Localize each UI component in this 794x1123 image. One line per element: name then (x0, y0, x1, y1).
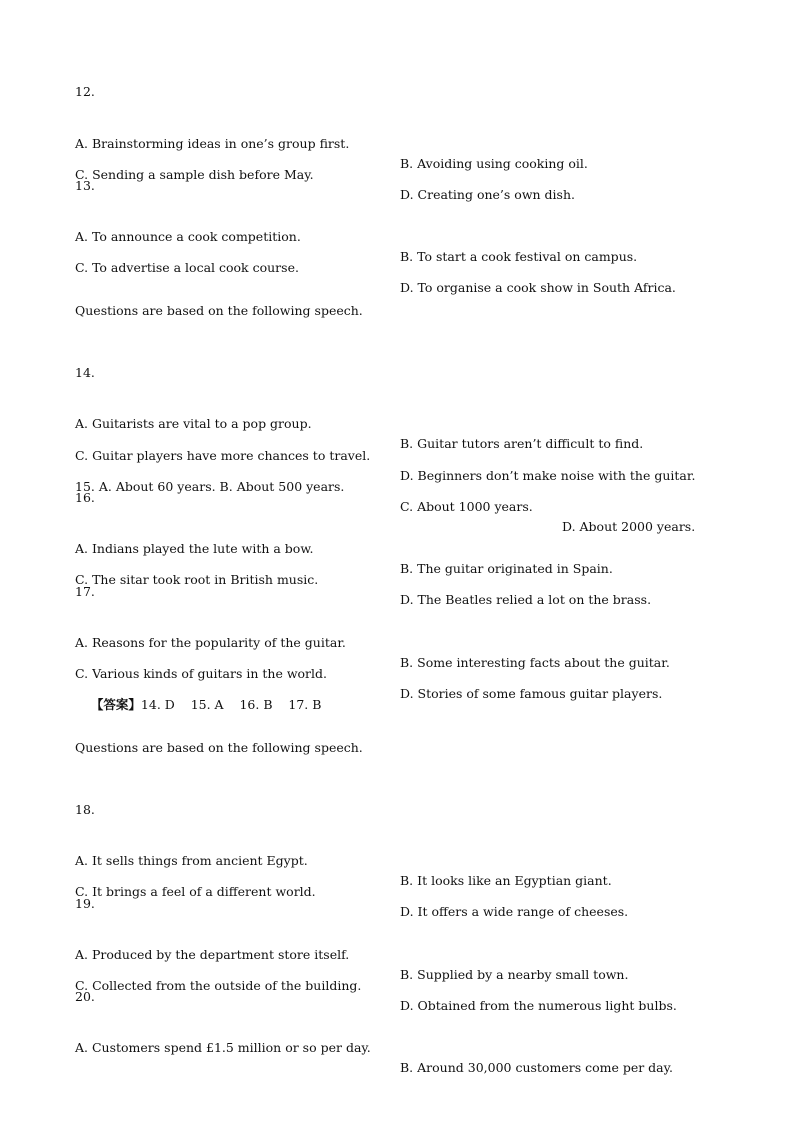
question-17-options-row-2 (75, 644, 725, 701)
q17-option-d: D. Stories of some famous guitar players. (400, 686, 663, 701)
question-13-options-row-1 (75, 207, 725, 264)
q15-options-a-b: 15. A. About 60 years. B. About 500 years. (75, 479, 345, 494)
q16-option-b: B. The guitar originated in Spain. (400, 561, 613, 576)
q19-option-c: C. Collected from the outside of the building. (75, 978, 362, 993)
q13-option-c: C. To advertise a local cook course. (75, 260, 299, 275)
question-13-number: 13. (75, 178, 95, 193)
answer-key (75, 675, 725, 712)
q19-option-a: A. Produced by the department store itself. (75, 947, 350, 962)
q14-option-a: A. Guitarists are vital to a pop group. (75, 416, 312, 431)
section-3-intro: Questions are based on the following speech. (75, 740, 363, 755)
q17-option-b: B. Some interesting facts about the guitar. (400, 655, 670, 670)
q19-option-b: B. Supplied by a nearby small town. (400, 967, 629, 982)
section-2-intro: Questions are based on the following speech. (75, 303, 363, 318)
question-14-options-row-2 (75, 426, 725, 483)
q18-option-a: A. It sells things from ancient Egypt. (75, 853, 308, 868)
question-18-number: 18. (75, 802, 95, 817)
question-13-options-row-2 (75, 238, 725, 295)
question-18-options-row-1 (75, 831, 725, 888)
question-12-options-row-1 (75, 114, 725, 171)
question-20-options-row-1 (75, 1018, 725, 1075)
q15-option-c: C. About 1000 years. (400, 499, 533, 514)
question-16-options-row-1 (75, 519, 725, 576)
q14-option-c: C. Guitar players have more chances to travel. (75, 448, 371, 463)
q12-option-d: D. Creating one’s own dish. (400, 187, 575, 202)
question-19-options-row-1 (75, 925, 725, 982)
q17-option-a: A. Reasons for the popularity of the guitar. (75, 635, 346, 650)
q18-option-d: D. It offers a wide range of cheeses. (400, 904, 629, 919)
question-20-number: 20. (75, 989, 95, 1004)
question-17-options-row-1 (75, 613, 725, 670)
q17-option-c: C. Various kinds of guitars in the world. (75, 666, 328, 681)
question-19-number: 19. (75, 896, 95, 911)
q19-option-d: D. Obtained from the numerous light bulbs. (400, 998, 677, 1013)
question-14-options-row-1 (75, 394, 725, 451)
q15-option-d: D. About 2000 years. (562, 519, 696, 534)
q16-option-a: A. Indians played the lute with a bow. (75, 541, 314, 556)
q12-option-c: C. Sending a sample dish before May. (75, 167, 314, 182)
q14-option-d: D. Beginners don’t make noise with the guitar. (400, 468, 696, 483)
q16-option-d: D. The Beatles relied a lot on the brass. (400, 592, 652, 607)
q18-option-b: B. It looks like an Egyptian giant. (400, 873, 612, 888)
question-16-number: 16. (75, 490, 95, 505)
q14-option-b: B. Guitar tutors aren’t difficult to find. (400, 436, 644, 451)
q12-option-b: B. Avoiding using cooking oil. (400, 156, 588, 171)
q20-option-b: B. Around 30,000 customers come per day. (400, 1060, 674, 1075)
q16-option-c: C. The sitar took root in British music. (75, 572, 319, 587)
answer-label: 【答案】 (90, 697, 141, 712)
q13-option-d: D. To organise a cook show in South Africa. (400, 280, 676, 295)
q20-option-a: A. Customers spend £1.5 million or so per day. (75, 1040, 371, 1055)
answer-text: 14. D 15. A 16. B 17. B (140, 697, 322, 712)
q18-option-c: C. It brings a feel of a different world. (75, 884, 316, 899)
q13-option-a: A. To announce a cook competition. (75, 229, 301, 244)
question-12-number: 12. (75, 84, 95, 99)
question-17-number: 17. (75, 584, 95, 599)
q13-option-b: B. To start a cook festival on campus. (400, 249, 638, 264)
question-14-number: 14. (75, 365, 95, 380)
q12-option-a: A. Brainstorming ideas in one’s group first. (75, 136, 350, 151)
